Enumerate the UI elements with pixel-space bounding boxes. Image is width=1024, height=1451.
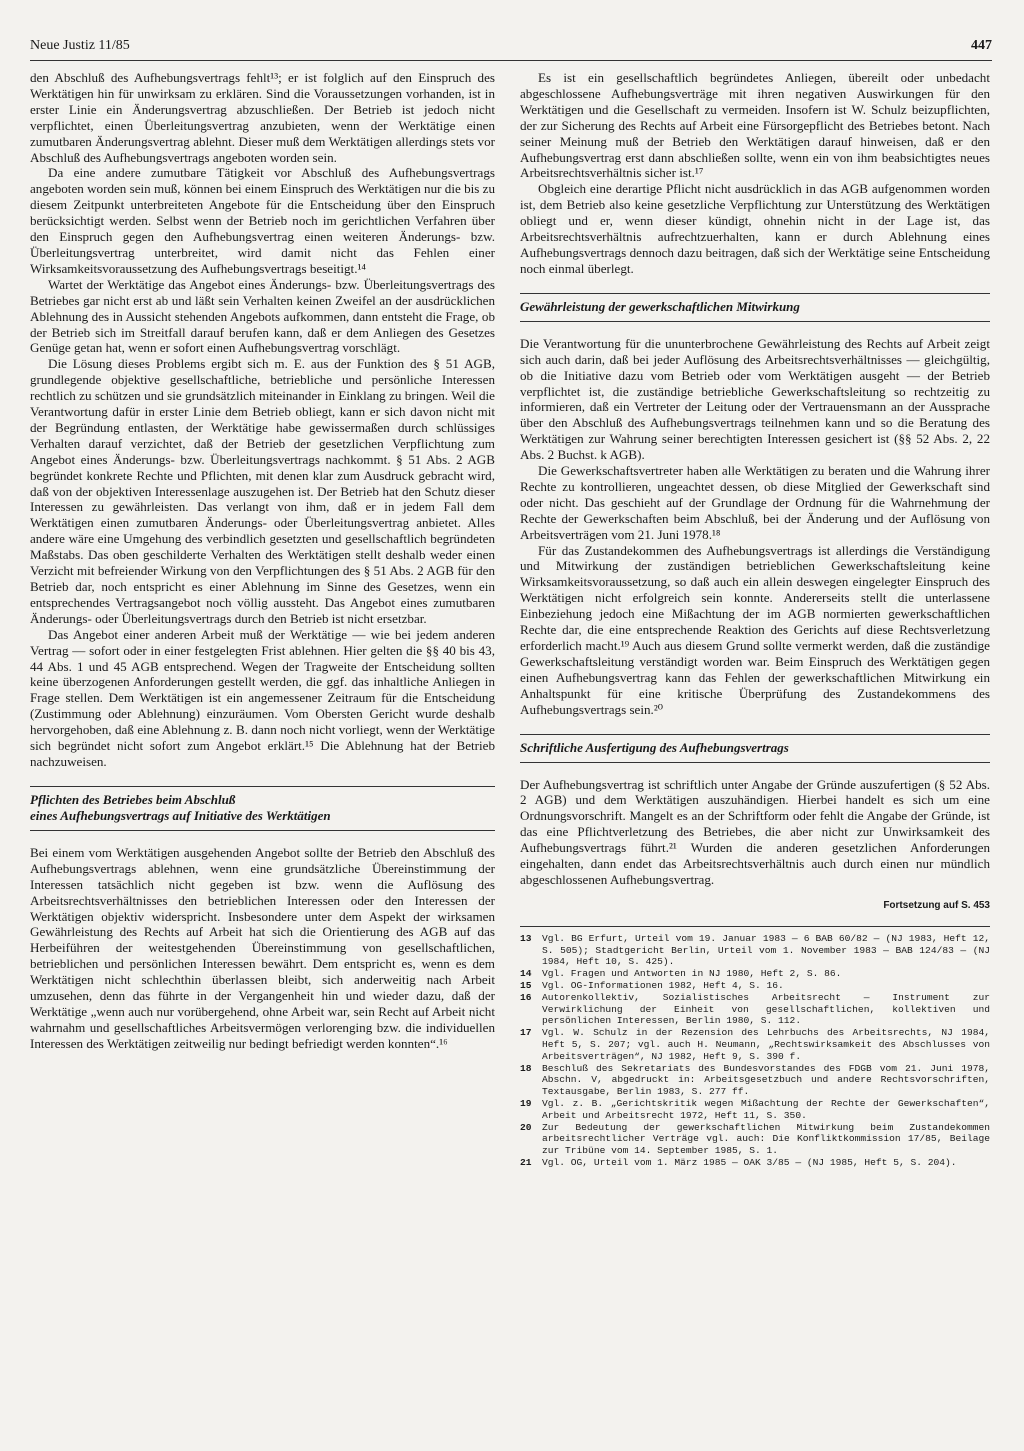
- journal-title: Neue Justiz 11/85: [30, 38, 130, 53]
- section-heading-line: Pflichten des Betriebes beim Abschluß: [30, 791, 236, 807]
- footnote: [520, 1098, 990, 1122]
- paragraph: Da eine andere zumutbare Tätigkeit vor Abschluß des Aufhebungsvertrags angeboten worden sein muß, können bei einem Einspruch des Werktätigen nur die bis zu diesem Zeitpunkt unterbreiteten Angebote für die Entscheidung über den Einspruch berücksichtigt werden. Selbst wenn der Betrieb noch im gerichtlichen Verfahren über den Einspruch gegen den Aufhebungsvertrag einen weiteren Änderungs- bzw. Überleitungsvertrag unterbreitet, wird damit nicht das Fehlen einer Wirksamkeitsvoraussetzung des Aufhebungsvertrags beseitigt.¹⁴: [30, 165, 495, 276]
- footnote-text: Vgl. OG-Informationen 1982, Heft 4, S. 16.: [542, 979, 784, 991]
- footnote-text: Beschluß des Sekretariats des Bundesvorstandes des FDGB vom 21. Juni 1978, Abschn. V, abgedruckt in: Arbeitsgesetzbuch und andere Rechtsvorschriften, Textausgabe, Berlin 1983, S. 277 ff.: [542, 1062, 990, 1098]
- page-header: [30, 38, 992, 60]
- footnote: [520, 1157, 990, 1169]
- left-column: [30, 70, 495, 1052]
- continuation-note: Fortsetzung auf S. 453: [883, 899, 990, 911]
- paragraph: Die Verantwortung für die ununterbrochene Gewährleistung des Rechts auf Arbeit zeigt sich auch darin, daß bei jeder Auflösung des Arbeitsrechtsverhältnisses — gleichgültig, ob die Initiative dazu vom Betrieb oder vom Werktätigen ausgeht — der Betrieb verpflichtet ist, die zuständige betriebliche Gewerkschaftsleitung so rechtzeitig zu informieren, daß ein Vertreter der Leitung oder der Vertrauensmann an der Aussprache über den Abschluß des Aufhebungsvertrags teilnehmen kann und so die Beratung des Werktätigen zur Wahrung seiner berechtigten Interessen gesichert ist (§§ 52 Abs. 2, 22 Abs. 2 Buchst. k AGB).: [520, 335, 990, 463]
- footnote-text: Zur Bedeutung der gewerkschaftlichen Mitwirkung beim Zustandekommen arbeitsrechtlicher Verträge vgl. auch: Die Konfliktkommission 17/85, Beilage zur Tribüne vom 14. September 1985, S. 1.: [542, 1121, 990, 1157]
- paragraph: Der Aufhebungsvertrag ist schriftlich unter Angabe der Gründe auszufertigen (§ 52 Abs. 2 AGB) und dem Werktätigen auszuhändigen. Hierbei handelt es sich um eine Ordnungsvorschrift. Mangelt es an der Schriftform oder fehlt die Angabe der Gründe, ist das eine Pflichtverletzung des Betriebes, die aber nicht zur Unwirksamkeit des Aufhebungsvertrags führt.²¹ Wurden die anderen gesetzlichen Anforderungen eingehalten, dann endet das Arbeitsrechtsverhältnis auch durch einen nur mündlich abgeschlossenen Aufhebungsvertrag.: [520, 776, 990, 887]
- footnote-number: 20: [520, 1121, 532, 1133]
- paragraph: Es ist ein gesellschaftlich begründetes Anliegen, übereilt oder unbedacht abgeschlossene Aufhebungsverträge mit ihren negativen Auswirkungen für den Werktätigen und die Gesellschaft zu vermeiden. Insofern ist W. Schulz beizupflichten, der zur Sicherung des Rechts auf Arbeit eine Fürsorgepflicht des Betriebes betont. Nach seiner Meinung muß der Betrieb den Werktätigen darauf hinweisen, daß er den Aufhebungsvertrag erst dann abschließen sollte, wenn ein von ihm beabsichtigtes neues Arbeitsrechtsverhältnis sicher ist.¹⁷: [520, 70, 990, 181]
- footnote-text: Autorenkollektiv, Sozialistisches Arbeitsrecht — Instrument zur Verwirklichung der Einheit von gesellschaftlichen, kollektiven und persönlichen Interessen, Berlin 1980, S. 112.: [542, 991, 990, 1027]
- footnote-number: 18: [520, 1062, 532, 1074]
- footnote-text: Vgl. Fragen und Antworten in NJ 1980, Heft 2, S. 86.: [542, 968, 842, 980]
- page-number: 447: [971, 38, 992, 53]
- paragraph: Für das Zustandekommen des Aufhebungsvertrags ist allerdings die Verständigung und Mitwirkung der zuständigen betrieblichen Gewerkschaftsleitung keine Wirksamkeitsvoraussetzung, so daß auch ein allein deswegen eingelegter Einspruch des Werktätigen nicht erfolgreich sein konnte. Andererseits stellt die unterlassene Einbeziehung jedoch eine Mißachtung der im AGB normierten gewerkschaftlichen Rechte dar, die eine entsprechende Reaktion des Gerichts auf diese Rechtsverletzung erforderlich macht.¹⁹ Auch aus diesem Grund sollte vermerkt werden, daß die zuständige Gewerkschaftsleitung verständigt worden war. Beim Einspruch des Werktätigen gegen einen Aufhebungsvertrag kann das Fehlen der gewerkschaftlichen Mitwirkung ein Anhaltspunkt für eine kritische Überprüfung des Zustandekommens des Aufhebungsvertrags sein.²⁰: [520, 542, 990, 717]
- footnote-text: Vgl. OG, Urteil vom 1. März 1985 — OAK 3/85 — (NJ 1985, Heft 5, S. 204).: [542, 1156, 957, 1168]
- footnote: [520, 1122, 990, 1157]
- paragraph: Die Gewerkschaftsvertreter haben alle Werktätigen zu beraten und die Wahrung ihrer Rechte zu kontrollieren, ungeachtet dessen, ob diese Mitglied der Gewerkschaft sind oder nicht. Das geschieht auf der Grundlage der Ordnung für die Wahrnehmung der Rechte der Gewerkschaften beim Abschluß, bei der Änderung und der Auflösung von Arbeitsverträgen vom 21. Juni 1978.¹⁸: [520, 463, 990, 542]
- footnote: [520, 1027, 990, 1062]
- section-heading-line: Gewährleistung der gewerkschaftlichen Mitwirkung: [520, 298, 800, 314]
- footnote: [520, 992, 990, 1027]
- footnote: [520, 968, 990, 980]
- footnote-text: Vgl. BG Erfurt, Urteil vom 19. Januar 1983 — 6 BAB 60/82 — (NJ 1983, Heft 12, S. 505); Stadtgericht Berlin, Urteil vom 1. November 1983 — BAB 124/83 — (NJ 1984, Heft 10, S. 425).: [542, 932, 990, 968]
- paragraph: den Abschluß des Aufhebungsvertrags fehlt¹³; er ist folglich auf den Einspruch des Werktätigen hin für unwirksam zu erklären. Sind die Voraussetzungen vorhanden, ist in erster Linie ein Änderungsvertrag abzuschließen. Der Betrieb ist jedoch nicht verpflichtet, einen Überleitungsvertrag anzubieten, wenn der Werktätige einen zumutbaren Änderungsvertrag ablehnt. Dieser muß dem Werktätigen allerdings stets vor Abschluß des Aufhebungsvertrags angeboten worden sein.: [30, 70, 495, 165]
- footnote-number: 15: [520, 979, 532, 991]
- paragraph: Die Lösung dieses Problems ergibt sich m. E. aus der Funktion des § 51 AGB, grundlegende objektive gesellschaftliche, betriebliche und persönliche Interessen rechtlich zu schützen und sie grundsätzlich miteinander in Einklang zu bringen. Weil die Verantwortung dafür in erster Linie dem Betrieb obliegt, kann er sich davon nicht mit der Begründung entlasten, der Werktätige habe gewissermaßen durch schlüssiges Verhalten darauf verzichtet, daß der Betrieb der gesetzlichen Verpflichtung zum Angebot eines Änderungs- bzw. Überleitungsvertrags nachkommt. § 51 Abs. 2 AGB begründet konkrete Rechte und Pflichten, mit denen klar zum Ausdruck gebracht wird, daß von der objektiven Interessenlage auszugehen ist. Der Betrieb hat den Schutz dieser Interessen zu gewährleisten. Das verlangt von ihm, daß er in jedem Fall dem Werktätigen einen zumutbaren Änderungs- oder Überleitungsvertrag anbietet. Alles andere wäre eine Umgehung des verbindlich gesetzten und gesellschaftlich begründeten Maßstabs. Das oben geschilderte Verhalten des Werktätigen stellt deshalb weder einen Verzicht mit befreiender Wirkung von den Verpflichtungen des § 51 Abs. 2 AGB für den Betrieb dar, noch entspricht es einer Ablehnung im Sinne des Gesetzes, wenn ein entsprechendes Vertragsangebot noch völlig aussteht. Das Angebot eines zumutbaren Änderungs- oder Überleitungsvertrags durch den Betrieb ist nicht ersetzbar.: [30, 356, 495, 626]
- section-heading: [520, 734, 990, 763]
- footnote-rule: [520, 926, 990, 927]
- section-heading: [520, 293, 990, 322]
- paragraph: Bei einem vom Werktätigen ausgehenden Angebot sollte der Betrieb den Abschluß des Aufhebungsvertrags ablehnen, wenn eine grundsätzliche Übereinstimmung der Interessen tatsächlich nicht gegeben ist bzw. wenn die Auflösung des Arbeitsrechtsverhältnisses den betrieblichen Interessen oder den Interessen der Werktätigen objektiv widerspricht. Insbesondere unter dem Aspekt der wirksamen Gewährleistung des Rechts auf Arbeit hat sich die Orientierung des AGB auf das Herbeiführen der weitestgehenden Übereinstimmung von gesellschaftlichen, betrieblichen und persönlichen Interessen bewährt. Dem entspricht es, wenn es dem Werktätigen nicht schlechthin überlassen bleibt, sich anderweitig nach Arbeit umzusehen, denn das führte in der Vergangenheit hin und wieder dazu, daß der Werktätige „wenn auch nur vorübergehend, ohne Arbeit war, sein Recht auf Arbeit nicht wahrnahm und gesellschaftliches Arbeitsvermögen verlorenging bzw. die individuellen Interessen des Werktätigen zeitweilig nur bedingt befriedigt werden konnten“.¹⁶: [30, 844, 495, 1051]
- footnote-number: 14: [520, 968, 532, 980]
- header-rule: [30, 60, 992, 61]
- footnote-text: Vgl. W. Schulz in der Rezension des Lehrbuchs des Arbeitsrechts, NJ 1984, Heft 5, S. 207; vgl. auch H. Neumann, „Rechtswirksamkeit des Abschlusses von Arbeitsverträgen“, NJ 1982, Heft 9, S. 390 f.: [542, 1027, 990, 1062]
- footnote-number: 13: [520, 932, 532, 944]
- right-column: [520, 70, 990, 1169]
- section-heading-line: Schriftliche Ausfertigung des Aufhebungsvertrags: [520, 739, 789, 755]
- footnote-number: 16: [520, 991, 532, 1003]
- paragraph: Das Angebot einer anderen Arbeit muß der Werktätige — wie bei jedem anderen Vertrag — sofort oder in einer festgelegten Frist ablehnen. Hier gelten die §§ 40 bis 43, 44 Abs. 1 und 45 AGB entsprechend. Wegen der Tragweite der Entscheidung sollten keine überzogenen Anforderungen gestellt werden, die ggf. das inhaltliche Anliegen in Frage stellen. Dem Werktätigen ist ein angemessener Zeitraum für die Entscheidung (Zustimmung oder Ablehnung) einzuräumen. Vom Obersten Gericht wurde deshalb hervorgehoben, daß eine Ablehnung z. B. dann noch nicht vorliegt, wenn der Werktätige sich begründet nicht sofort zum Angebot erklärt.¹⁵ Die Ablehnung hat der Betrieb nachzuweisen.: [30, 626, 495, 769]
- footnote-number: 19: [520, 1097, 532, 1109]
- footnote: [520, 933, 990, 968]
- footnote-number: 21: [520, 1156, 532, 1168]
- paragraph: Obgleich eine derartige Pflicht nicht ausdrücklich in das AGB aufgenommen worden ist, dem Betrieb also keine gesetzliche Verpflichtung zur Unterstützung des Werktätigen obliegt und er, wenn dieser kündigt, ohnehin nicht in der Lage ist, das Arbeitsrechtsverhältnis aufrechtzuerhalten, kann er durch Ablehnung eines Aufhebungsvertrags dennoch dazu beitragen, daß sich der Werktätige seine Entscheidung noch einmal überlegt.: [520, 181, 990, 276]
- section-heading: [30, 786, 495, 831]
- footnote: [520, 980, 990, 992]
- footnote-text: Vgl. z. B. „Gerichtskritik wegen Mißachtung der Rechte der Gewerkschaften“, Arbeit und Arbeitsrecht 1972, Heft 11, S. 350.: [542, 1097, 990, 1121]
- footnote: [520, 1063, 990, 1098]
- section-heading-line: eines Aufhebungsvertrags auf Initiative des Werktätigen: [30, 807, 331, 823]
- footnote-number: 17: [520, 1027, 532, 1039]
- paragraph: Wartet der Werktätige das Angebot eines Änderungs- bzw. Überleitungsvertrags des Betriebes gar nicht erst ab und läßt sein Verhalten keinen Zweifel an der ausdrücklichen Ablehnung des in Aussicht stehenden Angebots aufkommen, dann entsteht die Frage, ob der Betrieb sich im Streitfall darauf berufen kann, daß er dem Anliegen des Gesetzes Genüge getan hat, wenn er sofort einen Aufhebungsvertrag vorschlägt.: [30, 276, 495, 356]
